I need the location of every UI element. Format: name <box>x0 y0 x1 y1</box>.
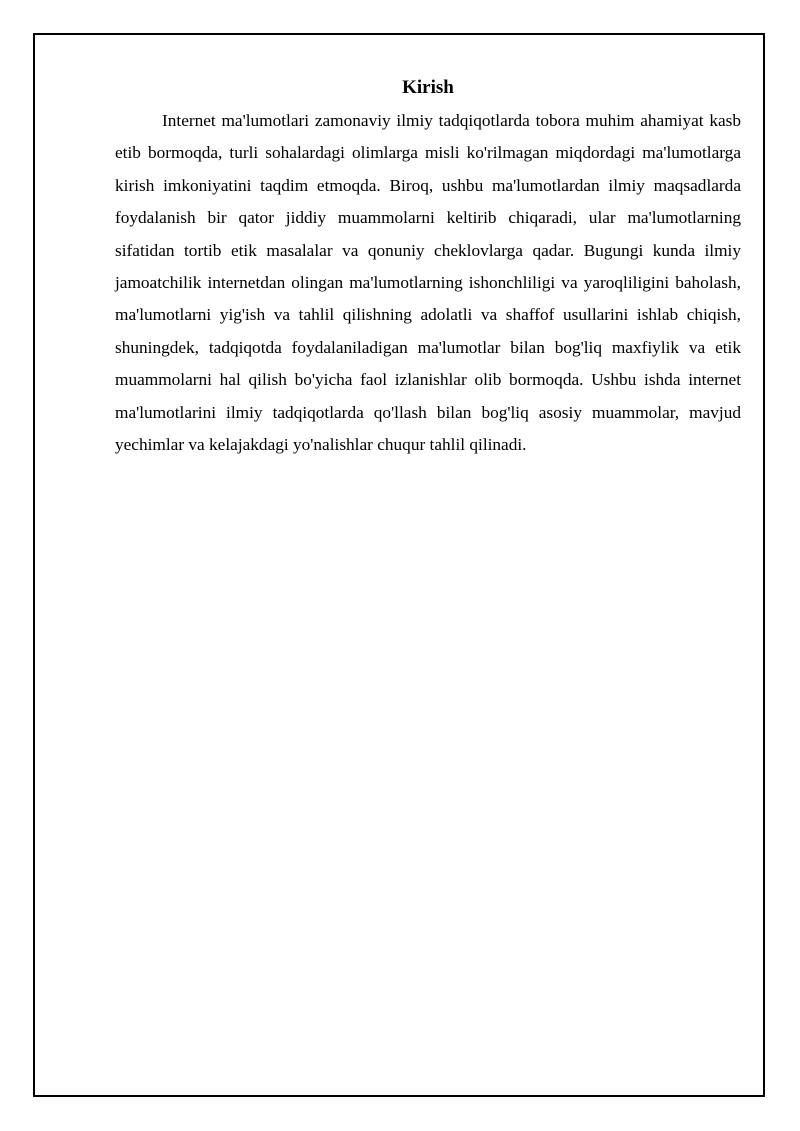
document-body <box>115 74 741 461</box>
introduction-paragraph: Internet ma'lumotlari zamonaviy ilmiy tadqiqotlarda tobora muhim ahamiyat kasb etib bormoqda, turli sohalardagi olimlarga misli ko'rilmagan miqdordagi ma'lumotlarga kirish imkoniyatini taqdim etmoqda. Biroq, ushbu ma'lumotlardan ilmiy maqsadlarda foydalanish bir qator jiddiy muammolarni keltirib chiqaradi, ular ma'lumotlarning sifatidan tortib etik masalalar va qonuniy cheklovlarga qadar. Bugungi kunda ilmiy jamoatchilik internetdan olingan ma'lumotlarning ishonchliligi va yaroqliligini baholash, ma'lumotlarni yig'ish va tahlil qilishning adolatli va shaffof usullarini ishlab chiqish, shuningdek, tadqiqotda foydalaniladigan ma'lumotlar bilan bog'liq maxfiylik va etik muammolarni hal qilish bo'yicha faol izlanishlar olib bormoqda. Ushbu ishda internet ma'lumotlarini ilmiy tadqiqotlarda qo'llash bilan bog'liq asosiy muammolar, mavjud yechimlar va kelajakdagi yo'nalishlar chuqur tahlil qilinadi. <box>115 111 741 455</box>
document-title: Kirish <box>402 77 454 98</box>
